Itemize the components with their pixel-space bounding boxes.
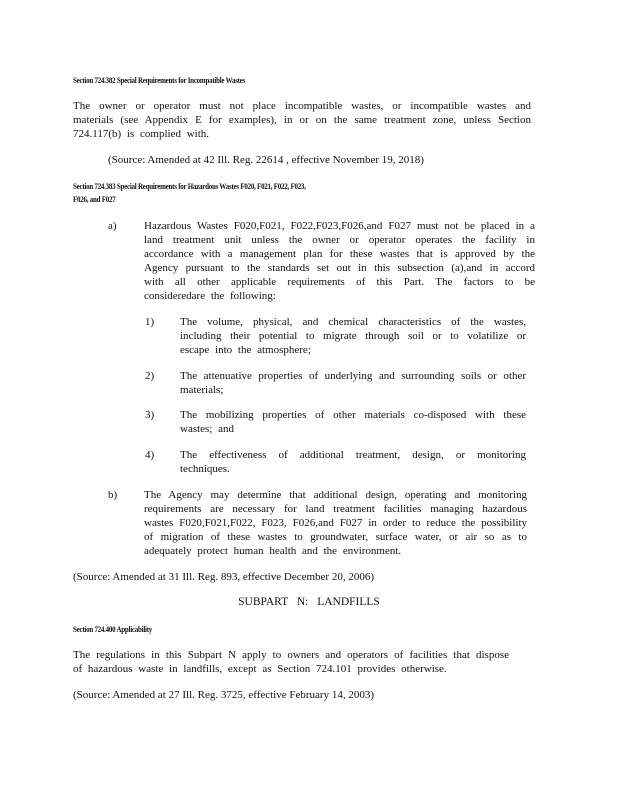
- item-4-marker: 4): [145, 449, 155, 461]
- item-2-marker: 2): [145, 370, 155, 382]
- section-724-383-heading-line2: F026, and F027: [73, 194, 116, 204]
- subsection-b-text: The Agency may determine that additional design, operating and monitoring requirements are necessary for land treatment facilities managing hazardous wastes F020,F021,F022, F023, F026,and F027 in order to reduce the possibility of migration of these wastes to groundwater, surface water, or air so as to adequately protect human health and the environment.: [144, 489, 527, 557]
- subsection-b-marker: b): [108, 489, 118, 501]
- section-724-382-heading: Section 724.382 Special Requirements for Incompatible Wastes: [73, 75, 246, 85]
- item-4-text: The effectiveness of additional treatment, design, or monitoring techniques.: [180, 449, 526, 475]
- section-724-400-source: (Source: Amended at 27 Ill. Reg. 3725, effective February 14, 2003): [73, 689, 374, 701]
- subpart-n-title: SUBPART N: LANDFILLS: [238, 596, 380, 608]
- subsection-a-text: Hazardous Wastes F020,F021, F022,F023,F026,and F027 must not be placed in a land treatment unit unless the owner or operator operates the facility in accordance with a management plan for these wastes that is approved by the Agency pursuant to the standards set out in this subsection (a),and in accord with all other applicable requirements of this Part. The factors to be consideredare the following:: [144, 220, 535, 302]
- subsection-a-marker: a): [108, 220, 117, 232]
- item-3-text: The mobilizing properties of other materials co-disposed with these wastes; and: [180, 409, 526, 435]
- section-724-382-body: The owner or operator must not place incompatible wastes, or incompatible wastes and materials (see Appendix E for examples), in or on the same treatment zone, unless Section 724.117(b) is complied with.: [73, 100, 531, 140]
- section-724-382-source: (Source: Amended at 42 Ill. Reg. 22614 , effective November 19, 2018): [108, 154, 424, 166]
- section-724-400-body: The regulations in this Subpart N apply to owners and operators of facilities that dispose of hazardous waste in landfills, except as Section 724.101 provides otherwise.: [73, 649, 509, 675]
- item-1-marker: 1): [145, 316, 155, 328]
- section-724-400-heading: Section 724.400 Applicability: [73, 624, 153, 634]
- section-724-383-heading-line1: Section 724.383 Special Requirements for Hazardous Wastes F020, F021, F022, F023,: [73, 181, 306, 191]
- item-3-marker: 3): [145, 409, 155, 421]
- item-1-text: The volume, physical, and chemical characteristics of the wastes, including their potential to migrate through soil or to volatilize or escape into the atmosphere;: [180, 316, 526, 356]
- item-2-text: The attenuative properties of underlying and surrounding soils or other materials;: [180, 370, 526, 396]
- section-724-383-source: (Source: Amended at 31 Ill. Reg. 893, effective December 20, 2006): [73, 571, 374, 583]
